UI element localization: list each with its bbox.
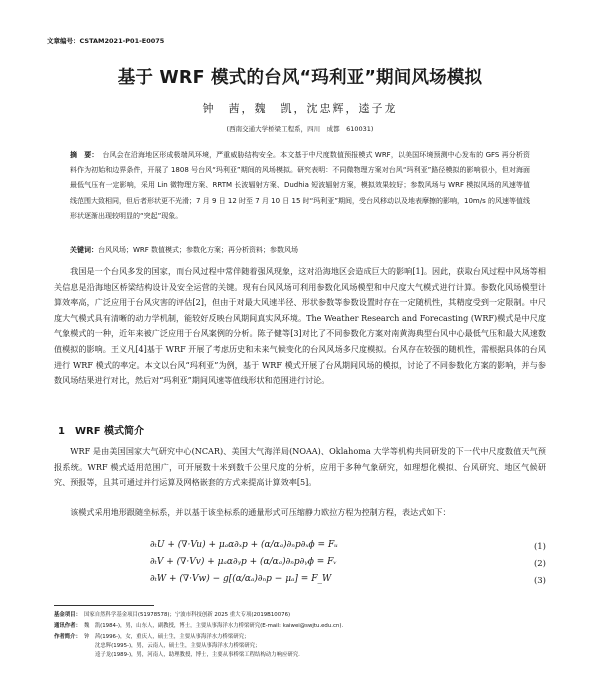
footnote-label: 基金项目： bbox=[54, 612, 81, 618]
equation-3-number: (3) bbox=[533, 576, 546, 586]
footnote-text: 逵子龙(1989-)，男，河南人，助理教授，博士，主要从事桥梁工程结构动力响应研究. bbox=[95, 652, 300, 658]
keywords-label: 关键词： bbox=[70, 246, 98, 254]
section1-paragraph-2: 该模式采用地形跟随坐标系，并以基于该坐标系的通量形式可压缩静力欧拉方程为控制方程，表达式如下： bbox=[70, 507, 451, 517]
footnote-author-bio-2 bbox=[95, 642, 545, 651]
footnote-label: 作者简介： bbox=[54, 634, 81, 640]
equation-1: ∂ₜU + (∇·Vu) + μₐα∂ₓp + (α/αₐ)∂ₙp∂ₓϕ = Fᵤ bbox=[150, 540, 338, 550]
equation-2-number: (2) bbox=[533, 559, 546, 569]
abstract bbox=[70, 148, 530, 224]
section-heading bbox=[58, 422, 144, 437]
article-id: 文章编号：CSTAM2021-P01-E0075 bbox=[47, 37, 165, 45]
intro-paragraph: 我国是一个台风多发的国家，而台风过程中常伴随着强风现象，这对沿海地区会造成巨大的影响[1]。因此，获取台风过程中风场等相关信息是沿海地区桥梁结构设计及安全运营的关键。现有台风风场可利用参数化风场模型和中尺度大气模式进行计算。参数化风场模型计算效率高，广泛应用于台风灾害的评估[2]，但由于对最大风速半径、形状参数等参数设置时存在一定随机性，其精度受到一定限制。中尺度大气模式具有清晰的动力学机制，能较好反映台风期间真实风环境。The Weather Research and Forecasting (WRF)模式是中尺度气象模式的一种，近年来被广泛应用于台风案例的分析。陈子健等[3]对比了不同参数化方案对南黄海典型台风中心最低气压和最大风速数值模拟的影响。王义凡[4]基于 WRF 开展了考虑历史和未来气候变化的台风风场多尺度模拟。台风存在较强的随机性，需根据具体的台风进行 WRF 模式的率定。本文以台风“玛利亚”为例，基于 WRF 模式开展了台风期间风场的模拟，讨论了不同参数化方案的影响，并与参数风场结果进行对比，然后对“玛利亚”期间风速等值线形状和范围进行讨论。 bbox=[54, 266, 546, 386]
section1-paragraph-1: WRF 是由美国国家大气研究中心(NCAR)、美国大气海洋局(NOAA)、Oklahoma 大学等机构共同研发的下一代中尺度数值天气预报系统。WRF 模式适用范围广，可开展数十米到数千公里尺度的分析，应用于多种气象研究，如理想化模拟、台风研究、地区气候研究、预报等，且其可通过并行运算及网格嵌套的方式来提高计算效率[5]。 bbox=[54, 446, 546, 488]
footnote-label: 通讯作者： bbox=[54, 623, 81, 629]
paper-title: 基于 WRF 模式的台风“玛利亚”期间风场模拟 bbox=[117, 68, 483, 88]
footnote-divider bbox=[54, 605, 154, 606]
equation-1-number: (1) bbox=[533, 542, 546, 552]
keywords bbox=[70, 245, 530, 255]
footnote-text: 国家自然科学基金项目(51978578)；宁波市科技创新 2025 重大专项(2019B10076) bbox=[83, 612, 291, 618]
author-list: 钟 茜，魏 凯，沈忠辉，逵子龙 bbox=[202, 102, 398, 115]
footnote-funding bbox=[54, 611, 546, 620]
section-number: 1 bbox=[58, 426, 65, 437]
section-title: WRF 模式简介 bbox=[74, 426, 145, 437]
abstract-label: 摘 要： bbox=[70, 151, 99, 159]
equation-2: ∂ₜV + (∇·Vv) + μₐα∂ᵧp + (α/αₐ)∂ₙp∂ᵧϕ = Fᵥ bbox=[150, 557, 337, 567]
equation-3: ∂ₜW + (∇·Vw) − g[(α/αₐ)∂ₙp − μₐ] = F_W bbox=[150, 574, 332, 584]
footnote-text: 魏 凯(1984-)，男，山东人，副教授，博士，主要从事海洋水力桥梁研究(E-mail: kaiwei@swjtu.edu.cn). bbox=[83, 623, 344, 629]
footnote-author-bio bbox=[54, 633, 546, 642]
affiliation: (西南交通大学桥梁工程系，四川 成都 610031) bbox=[226, 125, 374, 133]
keywords-text: 台风风场；WRF 数值模式；参数化方案；再分析资料；参数风场 bbox=[98, 246, 299, 254]
abstract-text: 台风会在沿海地区形成极端风环境，严重威胁结构安全。本文基于中尺度数值预报模式 WRF，以美国环境预测中心发布的 GFS 再分析资料作为初始和边界条件，开展了 1808 号台风“玛利亚”期间的风场模拟。研究表明：不同微物理方案对台风“玛利亚”路径模拟的影响很小，但对海面最低气压有一定影响，采用 Lin 微物理方案、RRTM 长波辐射方案、Dudhia 短波辐射方案，模拟效果较好；参数风场与 WRF 模拟风场的风速等值线范围大致相同，但后者形状更不光滑；7 月 9 日 12 时至 7 月 10 日 15 时“玛利亚”期间，受台风移动以及地表摩擦的影响，10m/s 的风速等值线形状逐渐出现较明显的“突起”现象。 bbox=[70, 151, 530, 220]
footnote-corresponding-author bbox=[54, 622, 546, 631]
footnote-text: 钟 茜(1996-)，女，重庆人，硕士生，主要从事海洋水力桥梁研究； bbox=[83, 634, 250, 640]
footnote-author-bio-3 bbox=[95, 651, 545, 660]
footnote-text: 沈忠辉(1995-)，男，云南人，硕士生，主要从事海洋水力桥梁研究； bbox=[95, 643, 261, 649]
